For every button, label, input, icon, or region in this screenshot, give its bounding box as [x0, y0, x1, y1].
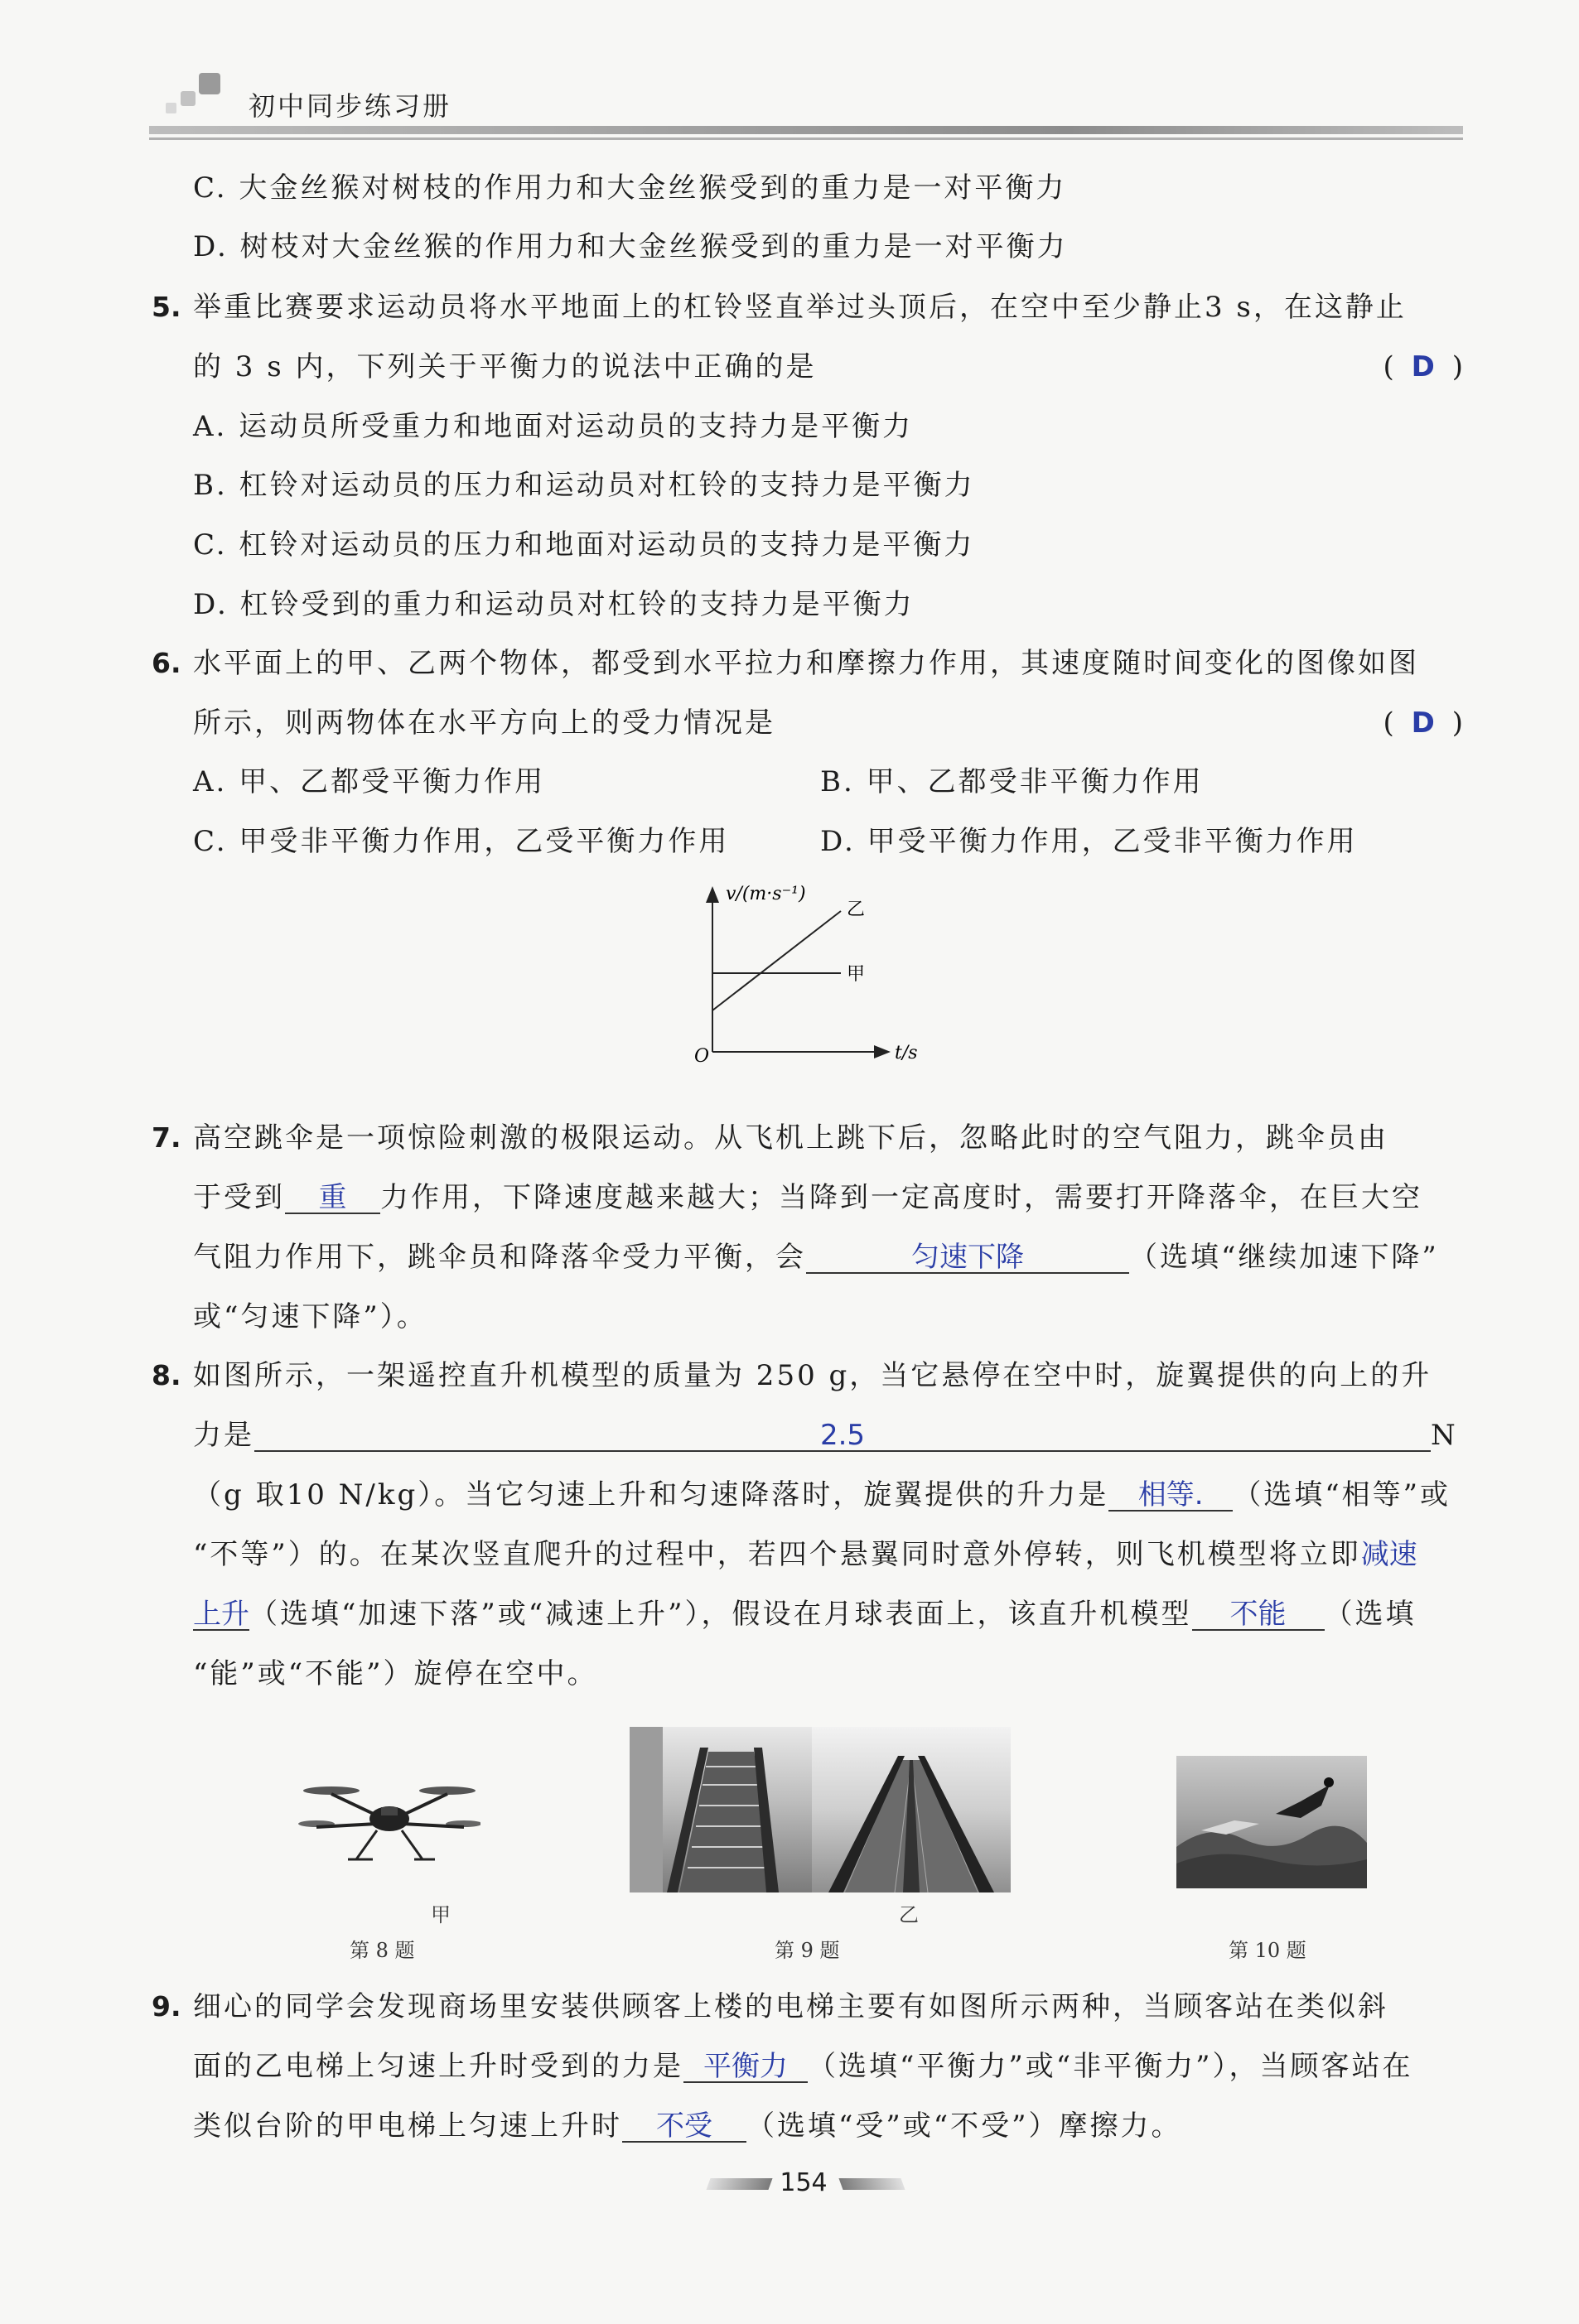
graph-x-label: t/s — [895, 1043, 918, 1063]
q9-line2: 面的乙电梯上匀速上升时受到的力是 平衡力 （选填“平衡力”或“非平衡力”），当顾客站在 — [193, 2050, 1413, 2083]
q6-option-d: D. 甲受平衡力作用，乙受非平衡力作用 — [820, 825, 1358, 858]
page-number: 154 — [780, 2168, 828, 2197]
q7-line4: 或“匀速下降”）。 — [193, 1300, 427, 1333]
graph-label-jia: 甲 — [847, 964, 866, 985]
header-rule — [149, 126, 1463, 134]
q5-option-a: A. 运动员所受重力和地面对运动员的支持力是平衡力 — [193, 410, 914, 443]
q9-number: 9. — [152, 1990, 181, 2023]
q6-option-a: A. 甲、乙都受平衡力作用 — [193, 765, 546, 798]
q8-line4: “不等”）的。在某次竖直爬升的过程中，若四个悬翼同时意外停转，则飞机模型将立即减速 — [193, 1538, 1417, 1571]
q8-blank-4[interactable]: 不能 — [1192, 1599, 1325, 1631]
q7-number: 7. — [152, 1121, 181, 1154]
graph-y-label: v/(m·s⁻¹) — [726, 884, 806, 904]
q5-number: 5. — [152, 291, 181, 323]
q7-line2: 于受到 重 力作用，下降速度越来越大；当降到一定高度时，需要打开降落伞，在巨大空 — [193, 1181, 1422, 1214]
q5-answer-paren: ( D ) — [1383, 350, 1463, 383]
q8-blank-1[interactable]: 2.5 — [254, 1420, 1431, 1452]
q6-answer: D — [1411, 706, 1435, 740]
q6-stem-line2: 所示，则两物体在水平方向上的受力情况是 — [193, 706, 775, 740]
q6-option-b: B. 甲、乙都受非平衡力作用 — [820, 765, 1204, 798]
header-decoration — [149, 73, 232, 118]
header-title: 初中同步练习册 — [249, 90, 452, 122]
q8-line6: “能”或“不能”）旋停在空中。 — [193, 1657, 598, 1690]
header-rule-thin — [149, 137, 1463, 140]
q7-blank-2[interactable]: 匀速下降 — [806, 1242, 1129, 1274]
figure-8-caption: 第 8 题 — [350, 1939, 415, 1962]
figure-8-helicopter — [298, 1764, 480, 1888]
graph-label-yi: 乙 — [847, 899, 866, 920]
q8-blank-3b[interactable]: 上升 — [193, 1598, 249, 1631]
q5-option-d: D. 杠铃受到的重力和运动员对杠铃的支持力是平衡力 — [193, 588, 915, 621]
q5-option-c: C. 杠铃对运动员的压力和地面对运动员的支持力是平衡力 — [193, 528, 975, 562]
q8-blank-3a[interactable]: 减速 — [1360, 1538, 1417, 1571]
q9-line1: 细心的同学会发现商场里安装供顾客上楼的电梯主要有如图所示两种，当顾客站在类似斜 — [193, 1990, 1388, 2023]
q4-option-c: C. 大金丝猴对树枝的作用力和大金丝猴受到的重力是一对平衡力 — [193, 171, 1067, 205]
graph-origin: O — [694, 1046, 710, 1067]
figure-10-caption: 第 10 题 — [1229, 1939, 1306, 1962]
figure-9-caption: 第 9 题 — [775, 1939, 840, 1962]
q9-blank-1[interactable]: 平衡力 — [683, 2052, 808, 2083]
footer-left-bar — [706, 2178, 772, 2190]
q8-number: 8. — [152, 1359, 181, 1391]
q8-line2: 力是 2.5 N — [193, 1419, 1458, 1452]
figure-9-escalator-jia — [630, 1727, 812, 1892]
q8-line1: 如图所示，一架遥控直升机模型的质量为 250 g，当它悬停在空中时，旋翼提供的向上的升 — [193, 1359, 1432, 1392]
q5-answer: D — [1411, 350, 1435, 383]
graph-line-yi — [712, 911, 841, 1010]
q5-stem-line1: 举重比赛要求运动员将水平地面上的杠铃竖直举过头顶后，在空中至少静止3 s，在这静止 — [193, 291, 1407, 324]
q8-blank-2[interactable]: 相等. — [1108, 1480, 1233, 1512]
footer-right-bar — [838, 2178, 905, 2190]
q7-blank-1[interactable]: 重 — [285, 1183, 380, 1214]
q7-line3: 气阻力作用下，跳伞员和降落伞受力平衡，会 匀速下降 （选填“继续加速下降” — [193, 1241, 1439, 1274]
q6-answer-paren: ( D ) — [1383, 706, 1463, 740]
figure-10-wingsuit-photo — [1176, 1756, 1367, 1888]
q9-blank-2[interactable]: 不受 — [622, 2111, 746, 2143]
q7-line1: 高空跳伞是一项惊险刺激的极限运动。从飞机上跳下后，忽略此时的空气阻力，跳伞员由 — [193, 1121, 1388, 1155]
q4-option-d: D. 树枝对大金丝猴的作用力和大金丝猴受到的重力是一对平衡力 — [193, 230, 1068, 263]
q8-line3: （g 取10 N/kg）。当它匀速上升和匀速降落时，旋翼提供的升力是 相等. （选填“相等”或 — [193, 1478, 1451, 1512]
q5-option-b: B. 杠铃对运动员的压力和运动员对杠铃的支持力是平衡力 — [193, 469, 975, 502]
q8-line5: 上升（选填“加速下落”或“减速上升”），假设在月球表面上，该直升机模型 不能 （选填 — [193, 1598, 1417, 1631]
q6-vt-graph — [688, 878, 936, 1073]
q6-option-c: C. 甲受非平衡力作用，乙受平衡力作用 — [193, 825, 730, 858]
figure-9-label-jia: 甲 — [431, 1903, 451, 1926]
q6-number: 6. — [152, 647, 181, 679]
figure-9-label-yi: 乙 — [899, 1903, 919, 1926]
q5-stem-line2: 的 3 s 内，下列关于平衡力的说法中正确的是 — [193, 350, 817, 383]
figure-9-escalator-yi — [812, 1727, 1011, 1892]
q6-stem-line1: 水平面上的甲、乙两个物体，都受到水平拉力和摩擦力作用，其速度随时间变化的图像如图 — [193, 647, 1419, 680]
q9-line3: 类似台阶的甲电梯上匀速上升时 不受 （选填“受”或“不受”）摩擦力。 — [193, 2109, 1182, 2143]
